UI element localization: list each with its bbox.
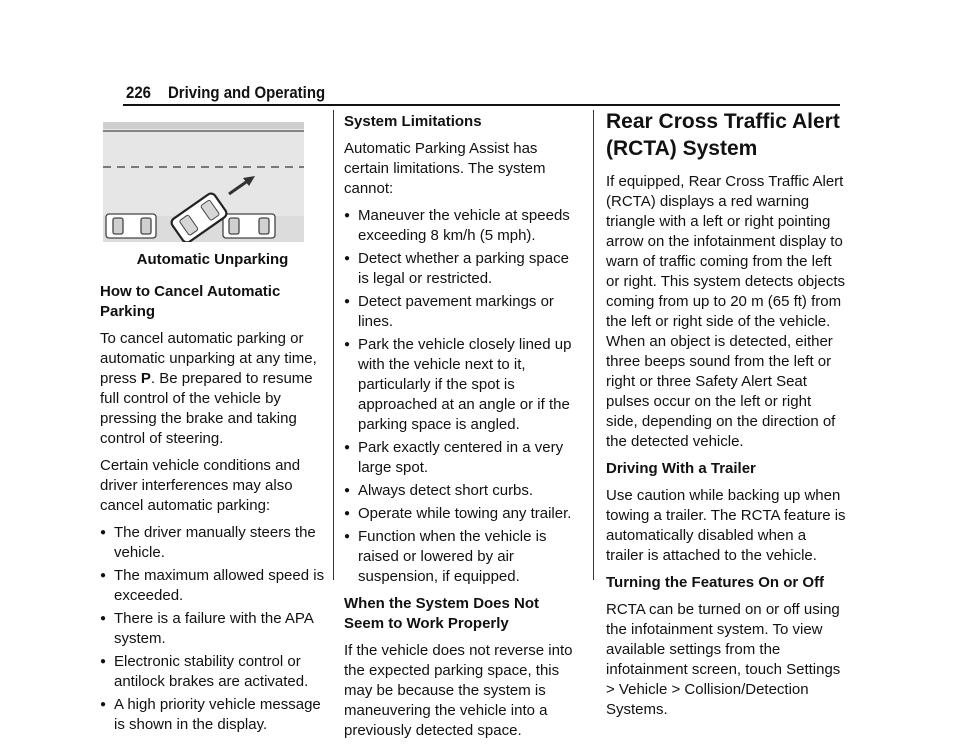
list-item: ● A high priority vehicle message is shown in the display. — [100, 695, 325, 735]
list-item: ● Always detect short curbs. — [344, 481, 580, 501]
list-item: ● Electronic stability control or antilock brakes are activated. — [100, 652, 325, 692]
rcta-intro: If equipped, Rear Cross Traffic Alert (RCTA) displays a red warning triangle with a left or right pointing arrow on the infotainment display to warn of traffic coming from the left or right. This system detects objects coming from up to 20 m (65 ft) from the left or right side of the vehicle. When an object is detected, either three beeps sound from the left or right or three Safety Alert Seat pulses occur on the left or right side, depending on the direction of the detected vehicle. — [606, 173, 845, 450]
list-item: ● Detect pavement markings or lines. — [344, 292, 580, 332]
parked-car-right — [223, 214, 275, 238]
cancel-paragraph: To cancel automatic parking or automatic unparking at any time, press P. Be prepared to resume full control of the vehicle by pressing the brake and taking control of steering. — [100, 330, 317, 447]
column-divider — [333, 110, 334, 580]
parked-car-left — [106, 214, 156, 238]
list-item: ● There is a failure with the APA system. — [100, 609, 325, 649]
list-item: ● Detect whether a parking space is legal or restricted. — [344, 249, 580, 289]
cancel-heading: How to Cancel Automatic Parking — [100, 283, 281, 320]
conditions-intro: Certain vehicle conditions and driver interferences may also cancel automatic parking: — [100, 457, 301, 514]
not-working-paragraph: If the vehicle does not reverse into the expected parking space, this may be because the system is maneuvering the vehicle into a previously detected space. — [344, 642, 573, 739]
page-number: 226 — [126, 83, 151, 102]
right-column — [606, 108, 846, 727]
unparking-diagram — [103, 122, 304, 242]
trailer-heading: Driving With a Trailer — [606, 460, 756, 477]
list-item: ● The driver manually steers the vehicle. — [100, 523, 325, 563]
trailer-paragraph: Use caution while backing up when towing a trailer. The RCTA feature is automatically disabled when a trailer is attached to the vehicle. — [606, 487, 846, 564]
list-item: ● Operate while towing any trailer. — [344, 504, 580, 524]
list-item: ● The maximum allowed speed is exceeded. — [100, 566, 325, 606]
not-working-heading: When the System Does Not Seem to Work Properly — [344, 595, 540, 632]
middle-column — [344, 112, 580, 748]
automatic-unparking-illustration — [103, 122, 304, 242]
rcta-title: Rear Cross Traffic Alert (RCTA) System — [606, 110, 840, 160]
list-item: ● Park the vehicle closely lined up with the vehicle next to it, particularly if the spot is approached at an angle or if the parking space is angled. — [344, 335, 580, 435]
list-item: ● Function when the vehicle is raised or lowered by air suspension, if equipped. — [344, 527, 580, 587]
figure-caption: Automatic Unparking — [136, 251, 289, 268]
header-rule — [123, 104, 840, 106]
list-item: ● Maneuver the vehicle at speeds exceeding 8 km/h (5 mph). — [344, 206, 580, 246]
limitations-intro: Automatic Parking Assist has certain limitations. The system cannot: — [344, 140, 546, 197]
conditions-list — [100, 523, 325, 735]
left-column — [100, 112, 325, 742]
parking-assist-icon: P — [140, 370, 151, 387]
features-paragraph: RCTA can be turned on or off using the infotainment system. To view available settings from the infotainment screen, touch Settings > Vehicle > Collision/Detection Systems. — [606, 601, 841, 718]
column-divider — [593, 110, 594, 580]
section-title: Driving and Operating — [168, 83, 326, 102]
list-item: ● Park exactly centered in a very large spot. — [344, 438, 580, 478]
page-header — [123, 80, 840, 106]
features-heading: Turning the Features On or Off — [606, 574, 825, 591]
limitations-heading: System Limitations — [344, 113, 482, 130]
limitations-list — [344, 206, 580, 587]
